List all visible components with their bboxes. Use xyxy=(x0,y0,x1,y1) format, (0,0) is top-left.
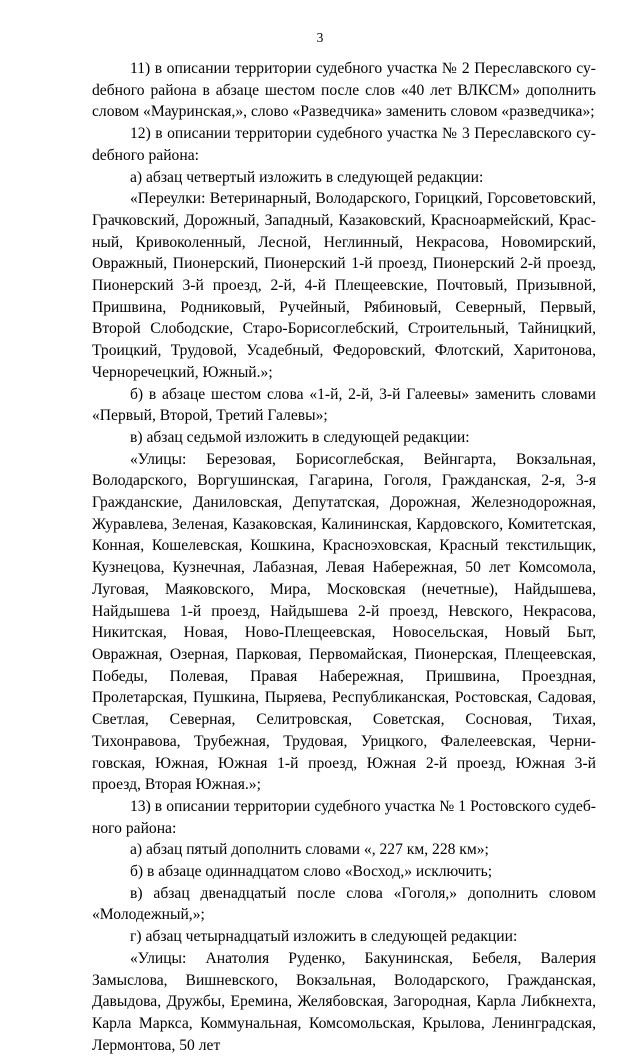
paragraph-subitem-a-2: а) абзац пятый дополнить словами «, 227 км, 228 км»; xyxy=(130,841,489,859)
paragraph-subitem-g: г) абзац четырнадцатый изложить в следующей редакции: xyxy=(130,928,518,946)
page-number: 3 xyxy=(316,30,324,45)
paragraph-item-11: 11) в описании территории судебного участка № 2 Переславского суdебного района в абзаце шестом после слов «40 лет ВЛКСМ» дополнить словом «Мауринская,», слово «Разведчика» заменить словом «разведчика»; xyxy=(92,60,596,121)
paragraph-subitem-a: а) абзац четвертый изложить в следующей редакции: xyxy=(130,168,484,186)
paragraph-lanes-list: «Переулки: Ветеринарный, Володарского, Горицкий, Горсоветовский, Грачковский, Дорожный, Западный, Казаковский, Красноармейский, Красный, Кривоколенный, Лесной, Неглинный, Некрасова, Новомирский, Овражный, Пионерский, Пионерский 1-й проезд, Пионерский 2-й проезд, Пионерский 3-й проезд, 2-й, 4-й Плещеевские, Почтовый, Призывной, Пришвина, Родниковый, Ручейный, Рябиновый, Северный, Первый, Второй Слободские, Старо-Борисоглебский, Строительный, Тайницкий, Троицкий, Трудовой, Усадебный, Федоровский, Флотский, Харитонова, Черноречецкий, Южный.»; xyxy=(92,190,596,381)
paragraph-streets-list: «Улицы: Березовая, Борисоглебская, Вейнгарта, Вокзальная, Володарского, Воргушинская, Гагарина, Гоголя, Гражданская, 2-я, 3-я Гражданские, Даниловская, Депутатская, Дорожная, Железнодорожная, Журавлева, Зеленая, Казаковская, Калининская, Кардовского, Комитетская, Конная, Кошелевская, Кошкина, Красноэховская, Красный текстильщик, Кузнецова, Кузнечная, Лабазная, Левая Набережная, 50 лет Комсомола, Луговая, Маяковского, Мира, Московская (нечетные), Найдышева, Найдышева 1-й проезд, Найдышева 2-й проезд, Невского, Некрасова, Никитская, Новая, Ново-Плещеевская, Новосельская, Новый Быт, Овражная, Озерная, Парковая, Первомайская, Пионерская, Плещеевская, Победы, Полевая, Правая Набережная, Пришвина, Проездная, Пролетарская, Пушкина, Пыряева, Республиканская, Ростовская, Садовая, Светлая, Северная, Селитровская, Советская, Сосновая, Тихая, Тихонравова, Трубежная, Трудовая, Урицкого, Фалелеевская, Черниговская, Южная, Южная 1-й проезд, Южная 2-й проезд, Южная 3-й проезд, Вторая Южная.»; xyxy=(92,450,596,794)
paragraph-subitem-b: б) в абзаце шестом слова «1-й, 2-й, 3-й Галеевы» заменить словами «Первый, Второй, Третий Галевы»; xyxy=(92,385,596,425)
paragraph-subitem-v: в) абзац седьмой изложить в следующей редакции: xyxy=(130,428,470,446)
paragraph-streets-list-2: «Улицы: Анатолия Руденко, Бакунинская, Бебеля, Валерия Замыслова, Вишневского, Вокзальная, Володарского, Гражданская, Давыдова, Дружбы, Еремина, Желябовская, Загородная, Карла Либкнехта, Карла Маркса, Коммунальная, Комсомольская, Крылова, Ленинградская, Лермонтова, 50 лет xyxy=(92,949,596,1054)
paragraph-subitem-v-2: в) абзац двенадцатый после слова «Гоголя,» дополнить словом «Молодежный,»; xyxy=(92,884,596,924)
paragraph-item-13: 13) в описании территории судебного участка № 1 Ростовского судебного района: xyxy=(92,797,596,837)
paragraph-item-12: 12) в описании территории судебного участка № 3 Переславского суdебного района: xyxy=(92,125,596,164)
document-body xyxy=(92,58,596,1056)
paragraph-subitem-b-2: б) в абзаце одиннадцатом слово «Восход,» исключить; xyxy=(130,863,493,881)
